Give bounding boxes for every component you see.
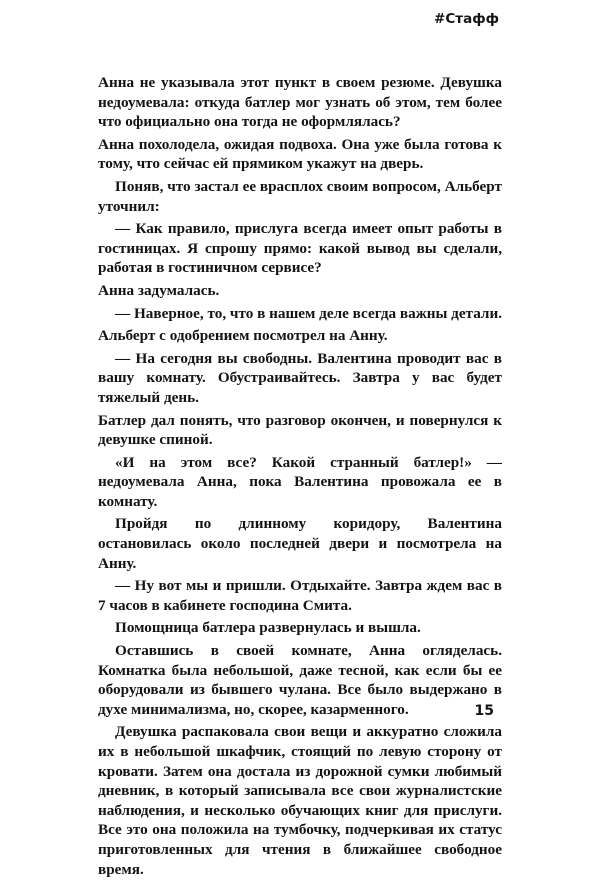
running-header: #Стафф bbox=[434, 11, 499, 27]
paragraph: Анна не указывала этот пункт в своем резюме. Девушка недоумевала: откуда батлер мог узнать об этом, тем более что официально она тогда не оформлялась? bbox=[98, 74, 502, 131]
paragraph: Альберт с одобрением посмотрел на Анну. bbox=[98, 327, 388, 345]
paragraph: — Ну вот мы и пришли. Отдыхайте. Завтра ждем вас в 7 часов в кабинете господина Смита. bbox=[98, 577, 502, 614]
page-number: 15 bbox=[474, 703, 494, 719]
paragraph: «И на этом все? Какой странный батлер!» — недоумевала Анна, пока Валентина провожала ее в комнату. bbox=[98, 453, 502, 510]
paragraph: — Как правило, прислуга всегда имеет опыт работы в гостиницах. Я спрошу прямо: какой вывод вы сделали, работая в гостиничном сервисе? bbox=[98, 220, 502, 277]
paragraph: Пройдя по длинному коридору, Валентина остановилась около последней двери и посмотрела на Анну. bbox=[98, 515, 502, 572]
paragraph: Оставшись в своей комнате, Анна огляделась. Комнатка была небольшой, даже тесной, как если бы ее оборудовали из бывшего чулана. Все было выдержано в духе минимализма, но, скорее, казарменного. bbox=[98, 642, 502, 718]
paragraph: — На сегодня вы свободны. Валентина проводит вас в вашу комнату. Обустраивайтесь. Завтра у вас будет тяжелый день. bbox=[98, 349, 502, 406]
paragraph: Поняв, что застал ее врасплох своим вопросом, Альберт уточнил: bbox=[98, 177, 502, 215]
body-text bbox=[98, 73, 502, 882]
paragraph: Помощница батлера развернулась и вышла. bbox=[115, 619, 421, 637]
paragraph: Батлер дал понять, что разговор окончен, и повернулся к девушке спиной. bbox=[98, 411, 502, 449]
paragraph: — Наверное, то, что в нашем деле всегда важны детали. bbox=[115, 304, 502, 322]
paragraph: Анна похолодела, ожидая подвоха. Она уже была готова к тому, что сейчас ей прямиком укажут на дверь. bbox=[98, 135, 502, 173]
paragraph: Девушка распаковала свои вещи и аккуратно сложила их в небольшой шкафчик, стоящий по левую сторону от кровати. Затем она достала из дорожной сумки любимый дневник, в который записывала все свои журналистские наблюдения, и несколько обучающих книг для прислуги. Все это она положила на тумбочку, подчеркивая их статус приготовленных для чтения в ближайшее свободное время. bbox=[98, 723, 502, 878]
paragraph: Анна задумалась. bbox=[98, 281, 220, 299]
